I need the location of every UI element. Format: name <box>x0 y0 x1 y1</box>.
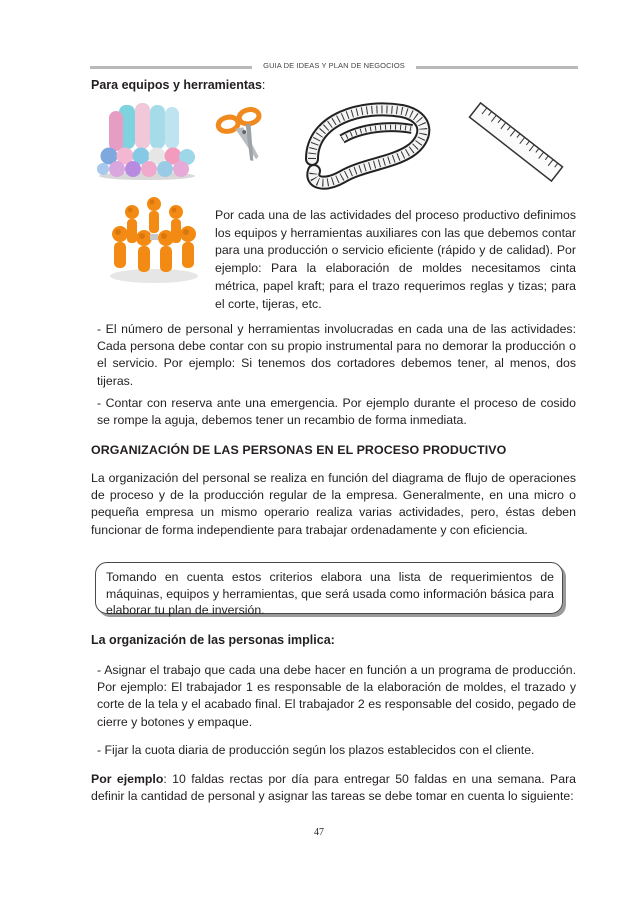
equipment-heading-text: Para equipos y herramientas <box>91 78 262 92</box>
bullet-assign: - Asignar el trabajo que cada una debe hacer en función a un programa de producción. Por ejemplo: El trabajador 1 es responsable de la elaboración de moldes, el trazado y corte de la tela y el acabado final. El trabajador 2 es responsable del cosido, pegado de cierre y botones y empaque. <box>97 663 576 729</box>
equipment-heading <box>91 78 265 92</box>
bullet-reserve: - Contar con reserva ante una emergencia. Por ejemplo durante el proceso de cosido se rompe la aguja, debemos tener un recambio de forma inmediata. <box>97 396 576 428</box>
organization-heading: ORGANIZACIÓN DE LAS PERSONAS EN EL PROCESO PRODUCTIVO <box>91 443 507 457</box>
organization-paragraph: La organización del personal se realiza en función del diagrama de flujo de operaciones de proceso y de la producción regular de la empresa. Generalmente, en una micro o pequeña empresa un mismo operario realiza varias actividades, pero, éstas deben funcionar de forma independiente para trabajar ordenadamente y con eficiencia. <box>91 471 576 537</box>
equipment-heading-colon: : <box>261 78 266 92</box>
measuring-tape-icon <box>302 99 432 191</box>
bullet-personnel: - El número de personal y herramientas involucradas en cada una de las actividades: Cada persona debe contar con su propio instrumental para no demorar la producción o el servicio. Por ejemplo: Si tenemos dos cortadores debemos tener, al menos, dos tijeras. <box>97 322 576 388</box>
page-number: 47 <box>314 827 324 838</box>
chalk-icon <box>97 101 197 181</box>
example-label: Por ejemplo <box>91 772 164 786</box>
header-rule-left <box>90 66 252 69</box>
header-rule-right <box>416 66 578 69</box>
instruction-callout <box>95 562 563 618</box>
example-paragraph <box>91 771 576 805</box>
example-text: : 10 faldas rectas por día para entregar 50 faldas en una semana. Para definir la cantidad de personal y asignar las tareas se debe tomar en cuenta lo siguiente: <box>91 772 576 804</box>
scissors-icon <box>215 107 275 165</box>
implies-heading: La organización de las personas implica: <box>91 633 335 647</box>
running-header <box>90 59 578 73</box>
intro-paragraph: Por cada una de las actividades del proceso productivo definimos los equipos y herramientas auxiliares con las que debemos contar para una producción o servicio eficiente (rápido y de calidad). Por ejemplo: Para la elaboración de moldes necesitamos cinta métrica, papel kraft; para el trazo requerimos reglas y tizas; para el corte, tijeras, etc. <box>215 208 576 311</box>
ruler-icon <box>468 97 564 187</box>
team-people-icon <box>106 194 202 284</box>
bullet-quota: - Fijar la cuota diaria de producción según los plazos establecidos con el cliente. <box>97 743 535 757</box>
instruction-callout-text: Tomando en cuenta estos criterios elabora una lista de requerimientos de máquinas, equipos y herramientas, que será usada como información básica para elaborar tu plan de inversión. <box>106 570 554 618</box>
header-title: GUIA DE IDEAS Y PLAN DE NEGOCIOS <box>263 61 405 70</box>
